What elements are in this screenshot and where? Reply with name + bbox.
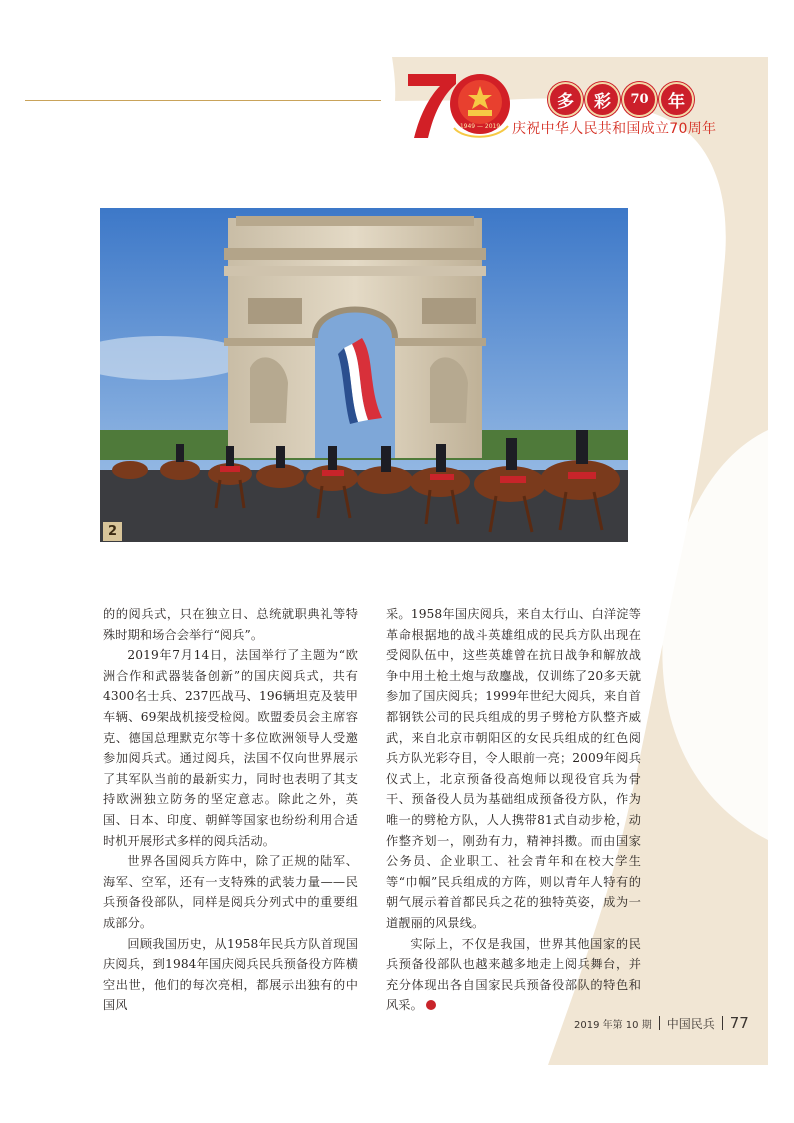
- photo-number: 2: [103, 522, 122, 541]
- logo-years: 1949 — 2019: [459, 123, 501, 130]
- article-column-right: [386, 604, 641, 1016]
- footer-divider: [659, 1016, 660, 1030]
- paragraph-text: 实际上，不仅是我国，世界其他国家的民兵预备役部队也越来越多地走上阅兵舞台，并充分体现出各自国家民兵预备役部队的特色和风采。: [386, 936, 641, 1013]
- paragraph: 采。1958年国庆阅兵，来自太行山、白洋淀等革命根据地的战斗英雄组成的民兵方队出现在受阅队伍中，这些英雄曾在抗日战争和解放战争中用土枪土炮与敌鏖战，仅训练了20多天就参加了国庆阅兵；1999年世纪大阅兵，来自首都钢铁公司的民兵组成的男子劈枪方队整齐威武，来自北京市朝阳区的女民兵组成的红色阅兵方队光彩夺目，令人眼前一亮；2009年阅兵仪式上，北京预备役高炮师以现役官兵为骨干、预备役人员为基础组成预备役方队，作为唯一的劈枪方队，人人携带81式自动步枪，动作整齐划一，刚劲有力，精神抖擞。而由国家公务员、企业职工、社会青年和在校大学生等“巾帼”民兵组成的方阵，则以青年人特有的朝气展示着首都民兵之花的独特英姿，成为一道靓丽的风景线。: [386, 607, 641, 930]
- paragraph: 的的阅兵式，只在独立日、总统就职典礼等特殊时期和场合会举行“阅兵”。: [103, 607, 358, 642]
- badge-char: 70: [622, 82, 657, 117]
- footer-divider: [722, 1016, 723, 1030]
- paragraph: 回顾我国历史，从1958年民兵方队首现国庆阅兵，到1984年国庆阅兵民兵预备役方阵横空出世，他们的每次亮相，都展示出独有的中国风: [103, 936, 358, 1013]
- badge-row: [548, 82, 694, 116]
- arc-de-triomphe-parade-photo: [100, 208, 628, 542]
- paragraph-last: [386, 934, 641, 1016]
- issue-label: 2019 年第 10 期: [574, 1019, 652, 1031]
- paragraph: 世界各国阅兵方阵中，除了正规的陆军、海军、空军，还有一支特殊的武装力量——民兵预备役部队，同样是阅兵分列式中的重要组成部分。: [103, 854, 358, 930]
- header-subtitle: 庆祝中华人民共和国成立70周年: [512, 121, 717, 137]
- badge-char: 多: [548, 82, 583, 117]
- paragraph: 2019年7月14日，法国举行了主题为“欧洲合作和武器装备创新”的国庆阅兵式，共有4300名士兵、237匹战马、196辆坦克及装甲车辆、69架战机接受检阅。欧盟委员会主席容克、德国总理默克尔等十多位欧洲领导人受邀参加阅兵式。通过阅兵，法国不仅向世界展示了其军队当前的最新实力，同时也表明了其支持欧洲独立防务的坚定意志。除此之外，英国、日本、印度、朝鲜等国家也纷纷利用合适时机开展形式多样的阅兵活动。: [103, 648, 358, 848]
- article-column-left: [103, 604, 358, 1016]
- badge-char: 彩: [585, 82, 620, 117]
- page-number: 77: [729, 1014, 749, 1032]
- parade-photo: [100, 208, 628, 542]
- page-footer: [574, 1014, 749, 1032]
- magazine-name: 中国民兵: [666, 1016, 715, 1031]
- header-rule: [25, 100, 381, 101]
- badge-char: 年: [659, 82, 694, 117]
- end-mark-icon: [426, 1000, 436, 1010]
- seventy-anniversary-logo: [404, 66, 516, 142]
